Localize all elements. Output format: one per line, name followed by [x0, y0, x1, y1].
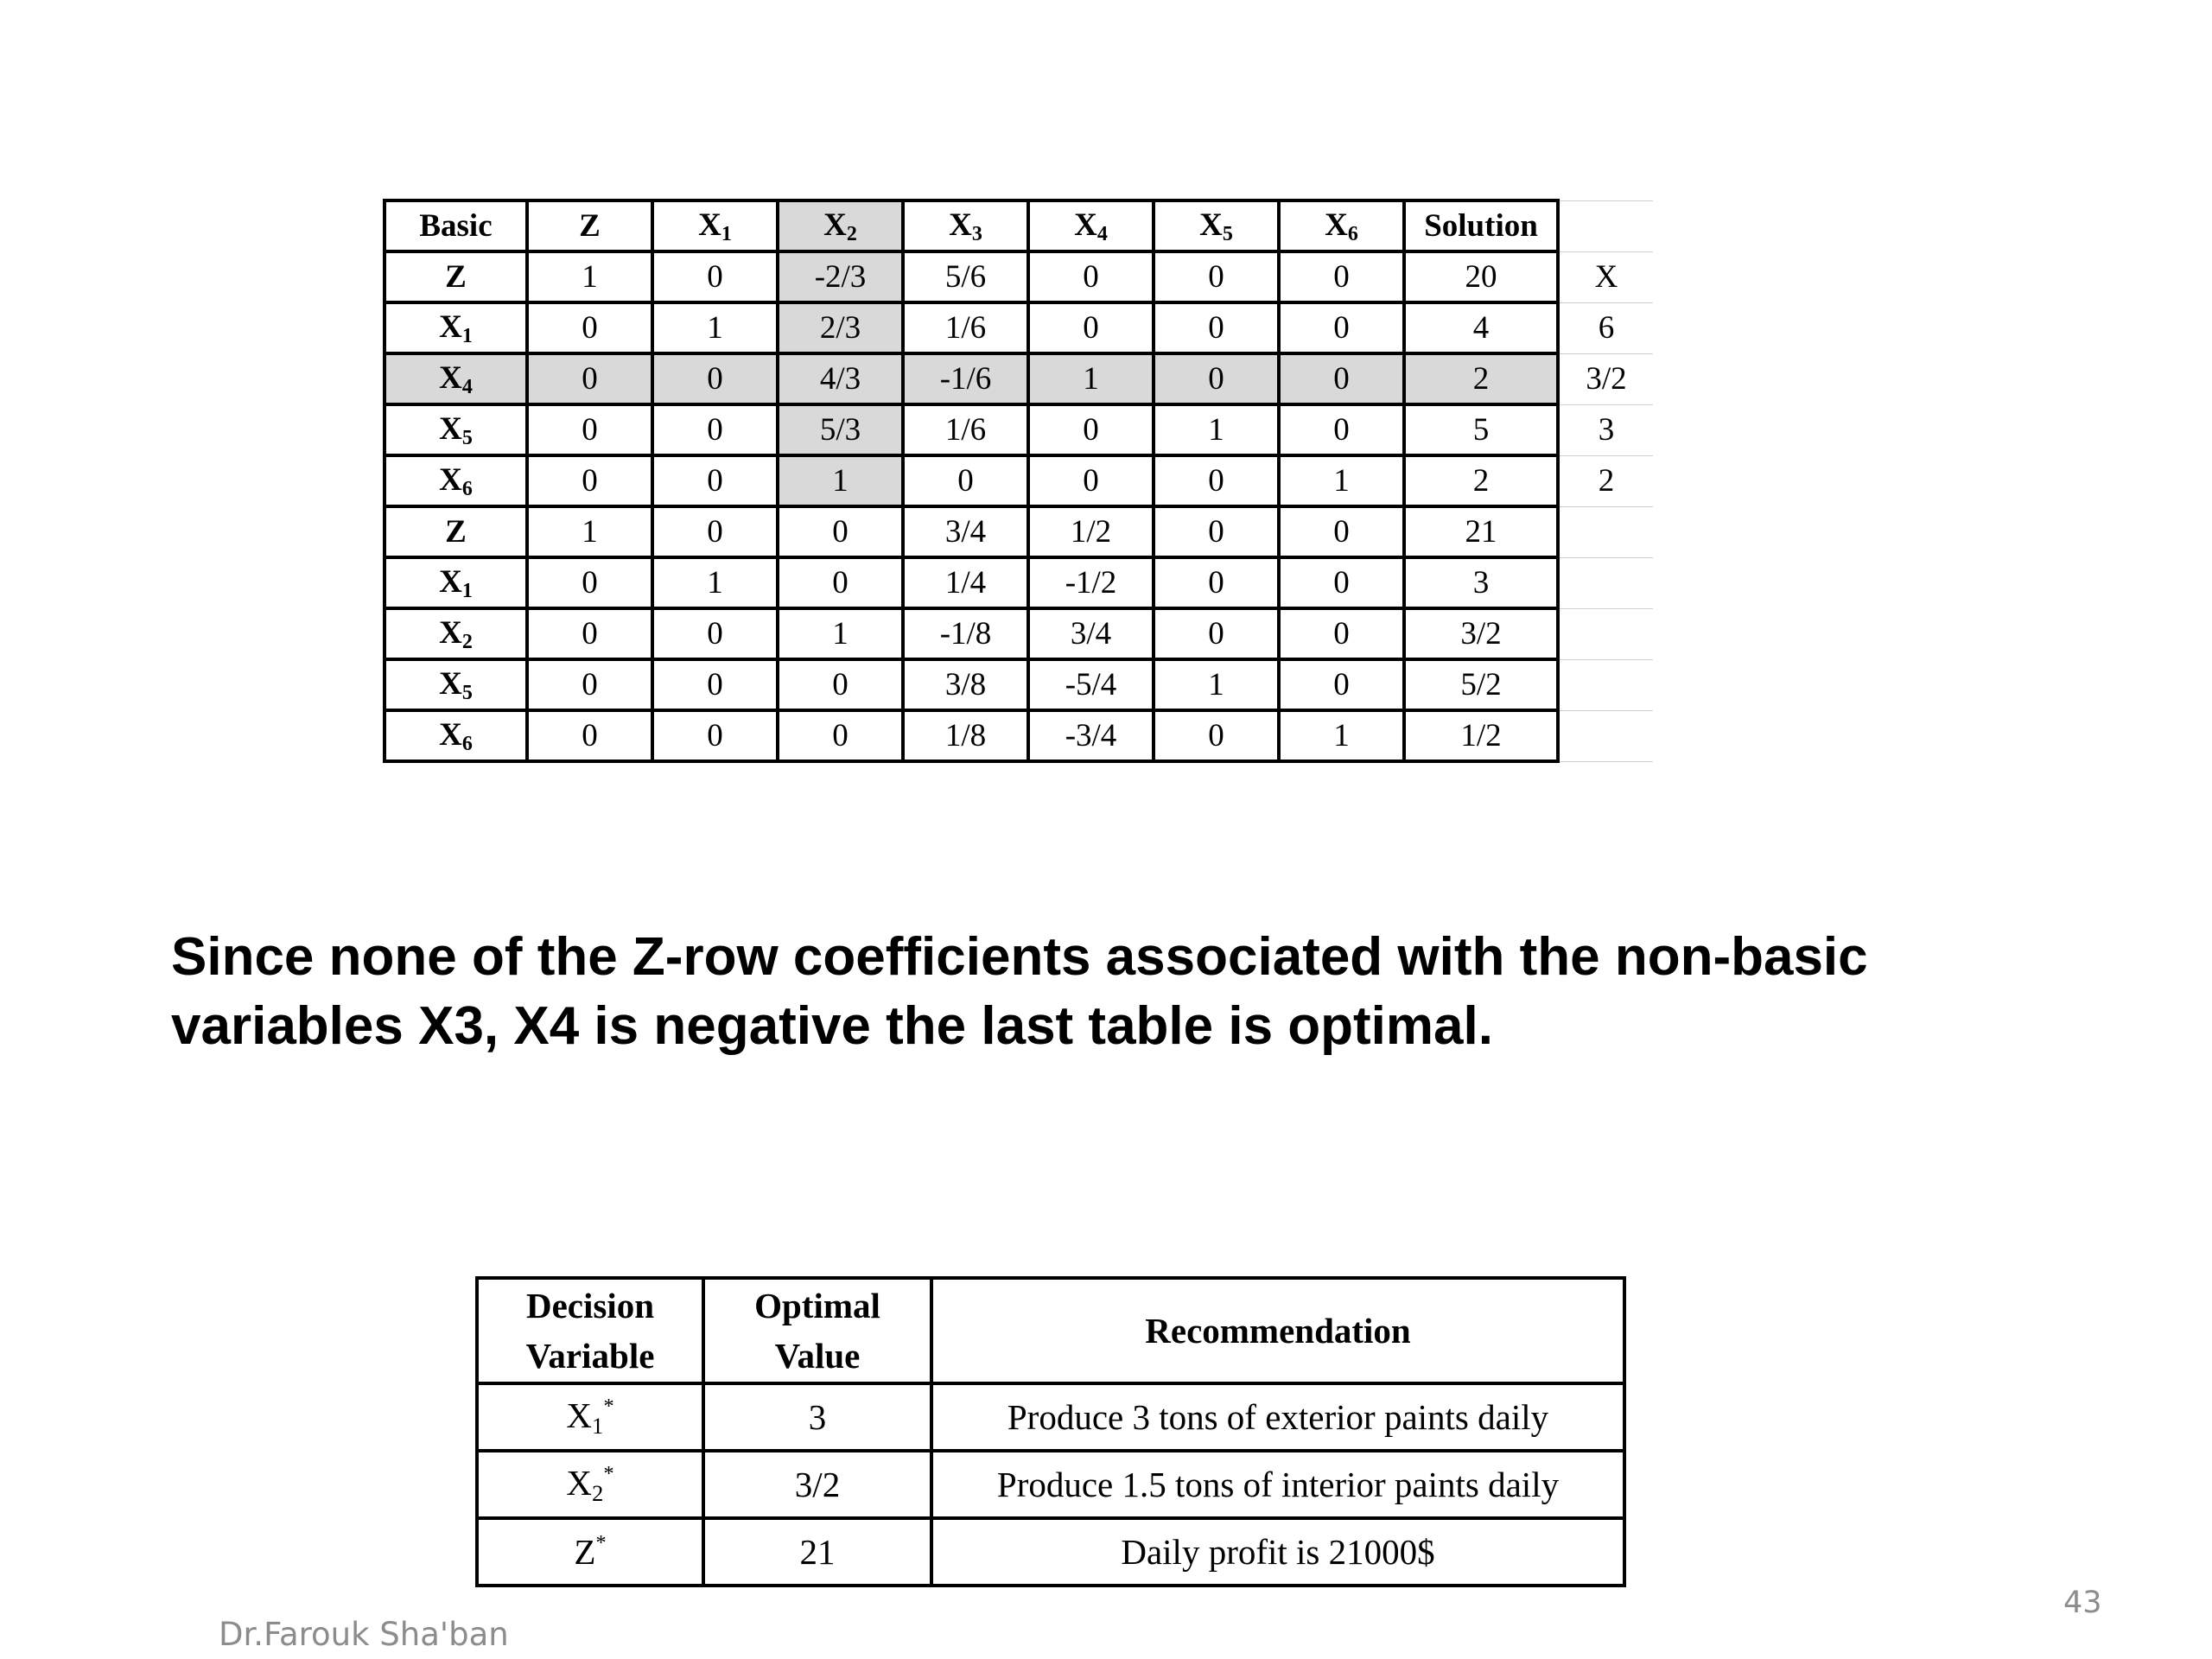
simplex-row	[385, 302, 1653, 353]
ratio-header	[1558, 200, 1653, 251]
simplex-cell: 0	[1279, 302, 1404, 353]
optimal-value: 3	[703, 1383, 931, 1451]
simplex-cell: 0	[1279, 506, 1404, 557]
simplex-cell: 0	[652, 251, 778, 302]
simplex-cell: 1	[527, 251, 652, 302]
simplex-cell: 1	[1028, 353, 1154, 404]
simplex-cell: 0	[1154, 557, 1279, 608]
ratio-cell	[1558, 557, 1653, 608]
header-decision-variable: Decision Variable	[477, 1278, 703, 1383]
simplex-cell: 0	[652, 404, 778, 455]
ratio-cell	[1558, 659, 1653, 710]
optimal-value: 3/2	[703, 1451, 931, 1518]
ratio-cell: 6	[1558, 302, 1653, 353]
recommendation-text: Produce 3 tons of exterior paints daily	[931, 1383, 1624, 1451]
page-number: 43	[2063, 1586, 2102, 1620]
simplex-cell: 1	[652, 302, 778, 353]
simplex-cell: 1/2	[1404, 710, 1558, 761]
decision-variable: Z*	[477, 1518, 703, 1586]
simplex-cell: 1/6	[903, 302, 1028, 353]
simplex-cell: 3	[1404, 557, 1558, 608]
header-solution: Solution	[1404, 200, 1558, 251]
ratio-cell	[1558, 710, 1653, 761]
header-x2-pivot-column: $X_2$	[778, 200, 903, 251]
header-x4: $X_4$	[1028, 200, 1154, 251]
simplex-header-row	[385, 200, 1653, 251]
simplex-cell: 0	[527, 353, 652, 404]
simplex-cell: 3/2	[1404, 608, 1558, 659]
footer-author: Dr.Farouk Sha'ban	[219, 1616, 509, 1653]
simplex-cell: 0	[1279, 353, 1404, 404]
simplex-cell: 0	[1279, 659, 1404, 710]
simplex-cell: 5	[1404, 404, 1558, 455]
basic-variable-label: $X_6$	[385, 455, 527, 506]
simplex-row	[385, 353, 1653, 404]
simplex-cell: 2	[1404, 455, 1558, 506]
simplex-cell: 0	[527, 710, 652, 761]
simplex-row	[385, 455, 1653, 506]
simplex-cell: 0	[652, 659, 778, 710]
simplex-cell: 0	[527, 302, 652, 353]
basic-variable-label: Z	[385, 506, 527, 557]
basic-variable-label: $X_1$	[385, 557, 527, 608]
simplex-cell: 5/2	[1404, 659, 1558, 710]
simplex-cell: 0	[527, 404, 652, 455]
reco-row	[477, 1383, 1624, 1451]
simplex-cell: 1	[778, 608, 903, 659]
simplex-cell: 20	[1404, 251, 1558, 302]
simplex-cell: -3/4	[1028, 710, 1154, 761]
basic-variable-label: $X_6$	[385, 710, 527, 761]
basic-variable-label: Z	[385, 251, 527, 302]
simplex-cell: 1	[1154, 659, 1279, 710]
simplex-cell: 1	[652, 557, 778, 608]
reco-row	[477, 1518, 1624, 1586]
simplex-cell: 0	[527, 455, 652, 506]
simplex-cell: 3/4	[1028, 608, 1154, 659]
simplex-cell: 1/6	[903, 404, 1028, 455]
simplex-cell: 0	[1279, 404, 1404, 455]
ratio-cell: 3	[1558, 404, 1653, 455]
recommendation-text: Daily profit is 21000$	[931, 1518, 1624, 1586]
header-z: Z	[527, 200, 652, 251]
simplex-cell: 0	[1154, 251, 1279, 302]
simplex-cell: 2	[1404, 353, 1558, 404]
simplex-cell: -1/6	[903, 353, 1028, 404]
simplex-cell: 2/3	[778, 302, 903, 353]
simplex-row	[385, 557, 1653, 608]
simplex-table	[383, 199, 1653, 763]
header-x1: $X_1$	[652, 200, 778, 251]
header-recommendation: Recommendation	[931, 1278, 1624, 1383]
header-x3: $X_3$	[903, 200, 1028, 251]
simplex-cell: 0	[1154, 608, 1279, 659]
simplex-cell: 0	[1154, 353, 1279, 404]
simplex-row	[385, 710, 1653, 761]
simplex-cell: 0	[652, 353, 778, 404]
simplex-cell: 21	[1404, 506, 1558, 557]
recommendation-table	[475, 1276, 1626, 1587]
ratio-cell: 2	[1558, 455, 1653, 506]
simplex-cell: 1	[1279, 710, 1404, 761]
ratio-cell: 3/2	[1558, 353, 1653, 404]
simplex-cell: 5/6	[903, 251, 1028, 302]
simplex-row	[385, 404, 1653, 455]
ratio-cell: X	[1558, 251, 1653, 302]
simplex-cell: 1	[778, 455, 903, 506]
ratio-cell	[1558, 506, 1653, 557]
simplex-cell: 0	[1028, 404, 1154, 455]
basic-variable-label: $X_5$	[385, 659, 527, 710]
simplex-cell: 0	[527, 608, 652, 659]
simplex-cell: -1/8	[903, 608, 1028, 659]
simplex-cell: 0	[1279, 557, 1404, 608]
basic-variable-label: $X_4$	[385, 353, 527, 404]
simplex-cell: 0	[1154, 302, 1279, 353]
simplex-cell: 0	[778, 659, 903, 710]
simplex-cell: 0	[1154, 455, 1279, 506]
simplex-cell: 0	[903, 455, 1028, 506]
simplex-cell: -2/3	[778, 251, 903, 302]
simplex-cell: 0	[527, 659, 652, 710]
simplex-row	[385, 659, 1653, 710]
simplex-cell: 0	[778, 506, 903, 557]
decision-variable: $X_1^*$	[477, 1383, 703, 1451]
simplex-row	[385, 608, 1653, 659]
simplex-cell: 0	[1154, 710, 1279, 761]
simplex-cell: 1/8	[903, 710, 1028, 761]
simplex-cell: 1	[527, 506, 652, 557]
basic-variable-label: $X_1$	[385, 302, 527, 353]
simplex-row	[385, 251, 1653, 302]
simplex-cell: 1	[1279, 455, 1404, 506]
simplex-cell: -1/2	[1028, 557, 1154, 608]
simplex-cell: 0	[652, 506, 778, 557]
simplex-cell: 3/4	[903, 506, 1028, 557]
simplex-cell: 0	[1279, 608, 1404, 659]
simplex-cell: 0	[1028, 455, 1154, 506]
header-x5: $X_5$	[1154, 200, 1279, 251]
ratio-cell	[1558, 608, 1653, 659]
simplex-cell: 1	[1154, 404, 1279, 455]
header-optimal-value: Optimal Value	[703, 1278, 931, 1383]
optimality-statement: Since none of the Z-row coefficients associated with the non-basic variables X3, X4 is negative the last table is optimal.	[171, 927, 1868, 1056]
simplex-cell: 0	[1028, 251, 1154, 302]
recommendation-text: Produce 1.5 tons of interior paints daily	[931, 1451, 1624, 1518]
simplex-cell: 0	[527, 557, 652, 608]
simplex-cell: 4/3	[778, 353, 903, 404]
reco-header-row	[477, 1278, 1624, 1383]
simplex-row	[385, 506, 1653, 557]
simplex-cell: 0	[1028, 302, 1154, 353]
simplex-cell: 0	[778, 710, 903, 761]
simplex-cell: 0	[652, 608, 778, 659]
simplex-cell: 0	[652, 710, 778, 761]
simplex-cell: 0	[652, 455, 778, 506]
simplex-cell: 4	[1404, 302, 1558, 353]
basic-variable-label: $X_2$	[385, 608, 527, 659]
decision-variable: $X_2^*$	[477, 1451, 703, 1518]
header-x6: $X_6$	[1279, 200, 1404, 251]
simplex-cell: -5/4	[1028, 659, 1154, 710]
header-basic: Basic	[385, 200, 527, 251]
simplex-cell: 1/4	[903, 557, 1028, 608]
simplex-cell: 0	[1279, 251, 1404, 302]
reco-row	[477, 1451, 1624, 1518]
simplex-cell: 1/2	[1028, 506, 1154, 557]
simplex-cell: 0	[1154, 506, 1279, 557]
basic-variable-label: $X_5$	[385, 404, 527, 455]
optimal-value: 21	[703, 1518, 931, 1586]
simplex-cell: 5/3	[778, 404, 903, 455]
simplex-cell: 3/8	[903, 659, 1028, 710]
simplex-cell: 0	[778, 557, 903, 608]
